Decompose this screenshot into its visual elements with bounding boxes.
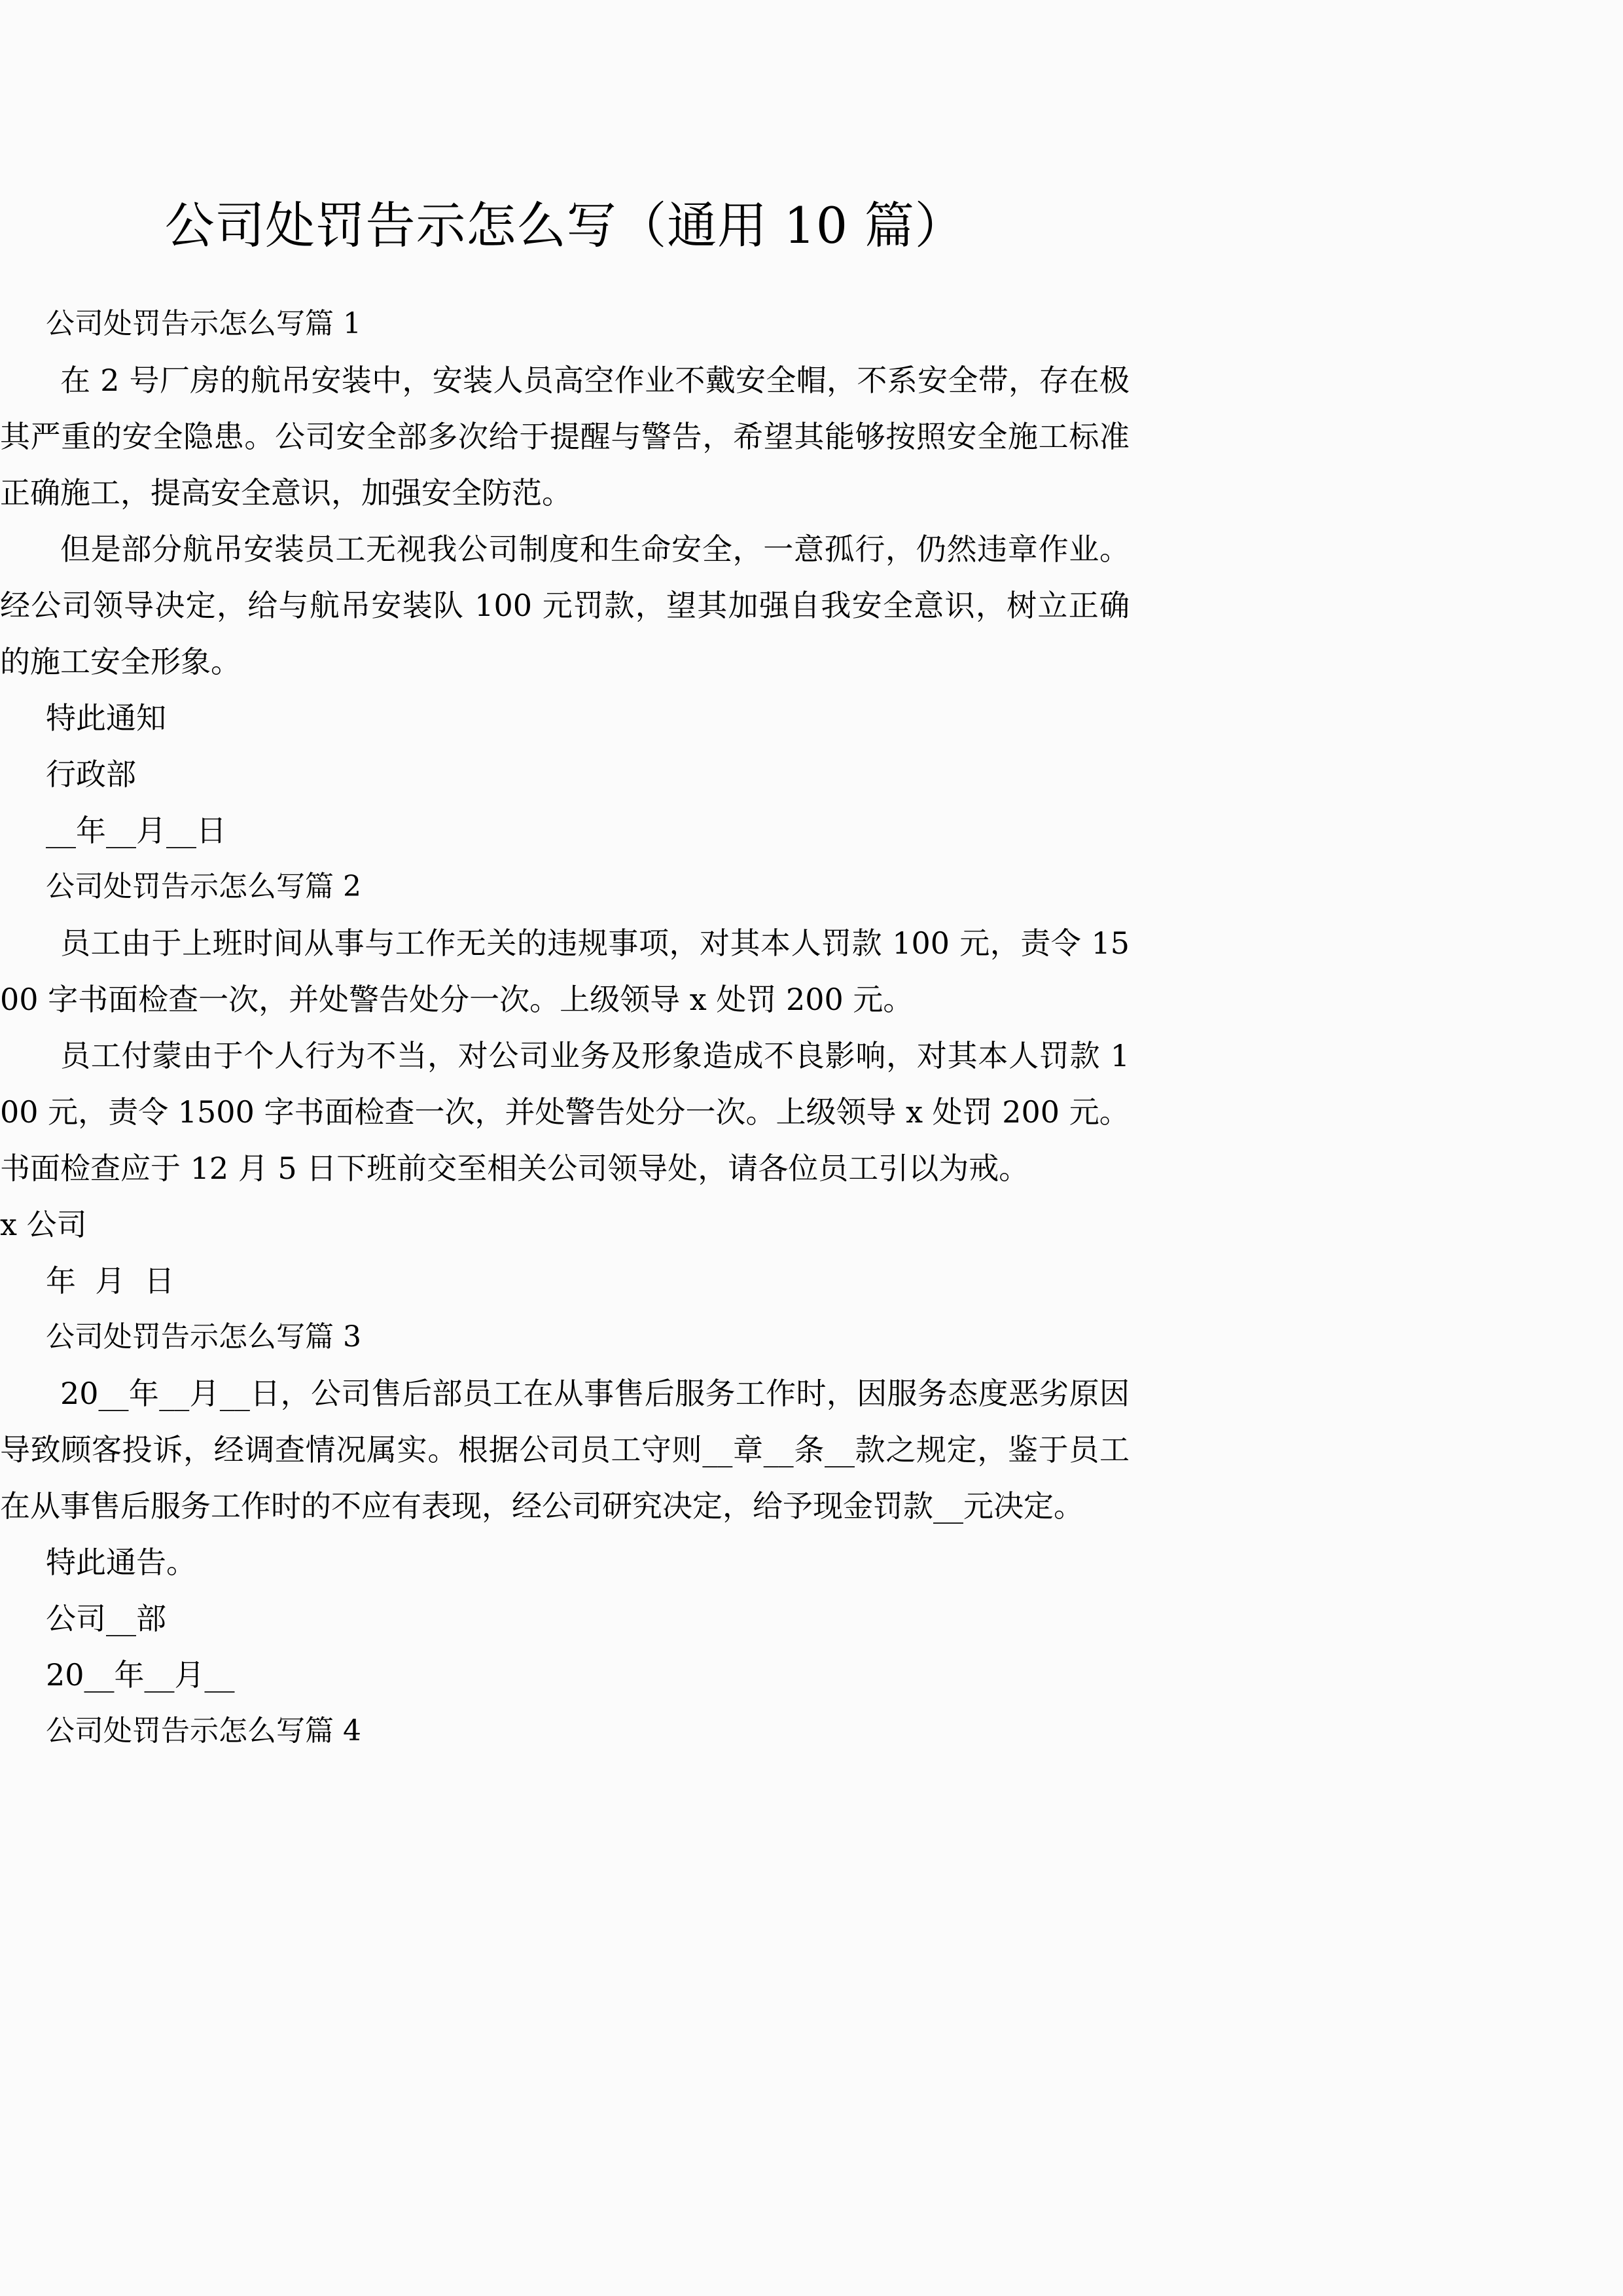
section-2-closing-company: x 公司 (0, 1207, 87, 1242)
section-1-closing-date: __年__月__日 (46, 813, 226, 848)
section-2-paragraph-2: 员工付蒙由于个人行为不当，对公司业务及形象造成不良影响，对其本人罚款 100 元，责令 1500 字书面检查一次，并处警告处分一次。上级领导 x 处罚 200 元。 (0, 1038, 1130, 1130)
page-title: 公司处罚告示怎么写（通用 10 篇） (164, 196, 965, 255)
section-3-closing-date: 20__年__月__ (46, 1657, 235, 1693)
section-3-closing-notice: 特此通告。 (46, 1545, 196, 1580)
section-2-notice-line: 书面检查应于 12 月 5 日下班前交至相关公司领导处，请各位员工引以为戒。 (0, 1151, 1029, 1186)
section-heading-1: 公司处罚告示怎么写篇 1 (46, 307, 361, 340)
section-3-closing-department: 公司__部 (46, 1601, 166, 1636)
section-1-paragraph-1: 在 2 号厂房的航吊安装中，安装人员高空作业不戴安全帽，不系安全带，存在极其严重的安全隐患。公司安全部多次给于提醒与警告，希望其能够按照安全施工标准正确施工，提高安全意识，加强安全防范。 (0, 363, 1130, 511)
section-heading-2: 公司处罚告示怎么写篇 2 (46, 870, 361, 903)
section-heading-3: 公司处罚告示怎么写篇 3 (46, 1320, 361, 1354)
section-3-paragraph-1: 20__年__月__日，公司售后部员工在从事售后服务工作时，因服务态度恶劣原因导致顾客投诉，经调查情况属实。根据公司员工守则__章__条__款之规定，鉴于员工在从事售后服务工作时的不应有表现，经公司研究决定，给予现金罚款__元决定。 (0, 1376, 1130, 1524)
section-heading-4: 公司处罚告示怎么写篇 4 (46, 1714, 361, 1748)
section-1-closing-notice: 特此通知 (46, 700, 166, 736)
section-1-paragraph-2: 但是部分航吊安装员工无视我公司制度和生命安全，一意孤行，仍然违章作业。经公司领导决定，给与航吊安装队 100 元罚款，望其加强自我安全意识，树立正确的施工安全形象。 (0, 531, 1130, 679)
document-body (0, 296, 1130, 1759)
section-2-paragraph-1: 员工由于上班时间从事与工作无关的违规事项，对其本人罚款 100 元，责令 1500 字书面检查一次，并处警告处分一次。上级领导 x 处罚 200 元。 (0, 925, 1130, 1017)
section-2-closing-date: 年 月 日 (46, 1263, 175, 1299)
section-1-closing-department: 行政部 (46, 757, 136, 792)
